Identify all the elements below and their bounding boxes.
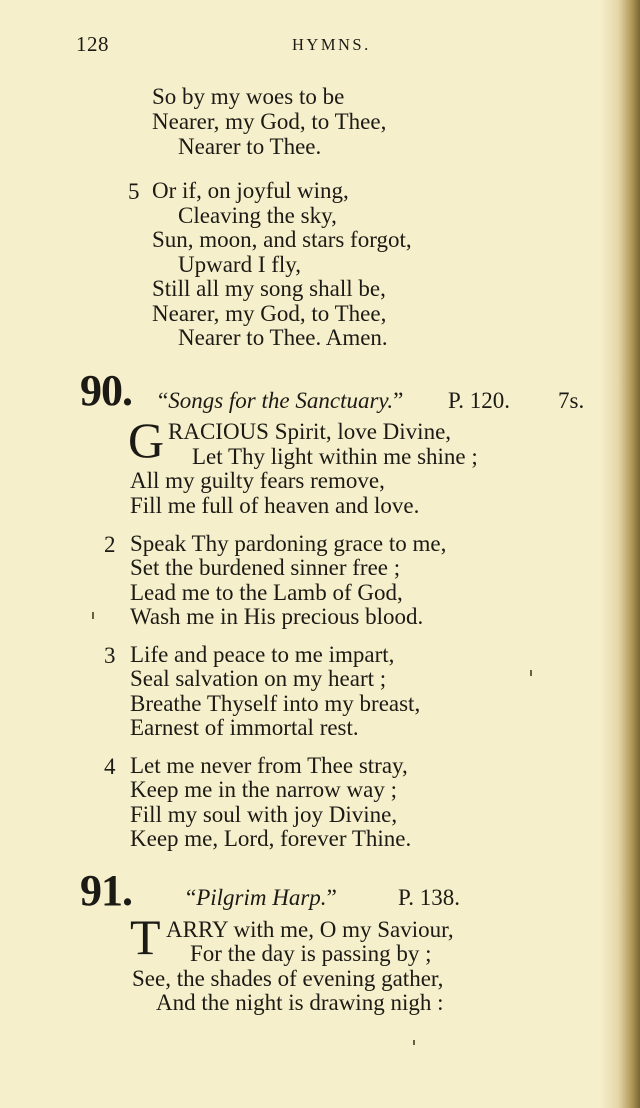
verse-line: Or if, on joyful wing, (152, 178, 349, 203)
verse-line: Earnest of immortal rest. (130, 715, 359, 740)
verse-line: Seal salvation on my heart ; (130, 666, 387, 691)
page-edge-shadow (600, 0, 640, 1108)
verse-line: So by my woes to be (152, 84, 345, 109)
page-reference: P. 138. (398, 885, 460, 910)
hymn-source: “Pilgrim Harp.” (186, 885, 337, 910)
verse-line: Let Thy light within me shine ; (192, 444, 478, 469)
verse-line: RACIOUS Spirit, love Divine, (168, 419, 452, 444)
verse-line: Set the burdened sinner free ; (130, 555, 401, 580)
verse-line: Nearer, my God, to Thee, (152, 109, 387, 134)
running-head: HYMNS. (292, 35, 371, 54)
page-header (0, 30, 640, 60)
verse-line: Still all my song shall be, (152, 276, 386, 301)
source-title: Pilgrim Harp. (196, 885, 327, 910)
source-title: Songs for the Sanctuary. (168, 388, 394, 413)
drop-cap: T (130, 909, 161, 965)
page-number: 128 (76, 32, 109, 56)
verse-number: 4 (104, 754, 116, 779)
verse-line: Let me never from Thee stray, (130, 753, 408, 778)
meter: 7s. (558, 388, 585, 413)
verse-line: See, the shades of evening gather, (132, 966, 444, 991)
verse-line: ARRY with me, O my Saviour, (166, 917, 454, 942)
verse-line: Keep me in the narrow way ; (130, 777, 397, 802)
verse-line: Wash me in His precious blood. (130, 604, 424, 629)
verse-line: Nearer to Thee. Amen. (178, 325, 388, 350)
verse-number: 2 (104, 532, 116, 557)
verse-line: And the night is drawing nigh : (156, 990, 444, 1015)
ink-speck (530, 670, 532, 676)
verse-line: Upward I fly, (178, 252, 302, 277)
drop-cap: G (128, 412, 165, 468)
verse-line: Lead me to the Lamb of God, (130, 580, 403, 605)
verse-line: Fill me full of heaven and love. (130, 493, 420, 518)
verse-number: 3 (104, 643, 116, 668)
verse-line: Nearer, my God, to Thee, (152, 301, 387, 326)
verse-number: 5 (128, 179, 140, 204)
hymn-source: “Songs for the Sanctuary.” (158, 388, 404, 413)
verse-line: Nearer to Thee. (178, 134, 322, 159)
verse-line: Sun, moon, and stars forgot, (152, 227, 412, 252)
verse-line: For the day is passing by ; (190, 941, 432, 966)
verse-line: Cleaving the sky, (178, 203, 337, 228)
verse-line: Life and peace to me impart, (130, 642, 395, 667)
verse-line: All my guilty fears remove, (130, 468, 385, 493)
verse-line: Fill my soul with joy Divine, (130, 802, 398, 827)
verse-line: Speak Thy pardoning grace to me, (130, 531, 447, 556)
ink-speck (413, 1040, 415, 1045)
verse-line: Breathe Thyself into my breast, (130, 691, 421, 716)
hymn-number: 91. (80, 866, 132, 915)
hymn-number: 90. (80, 366, 132, 415)
page-reference: P. 120. (448, 388, 510, 413)
verse-line: Keep me, Lord, forever Thine. (130, 826, 412, 851)
ink-speck (92, 612, 94, 619)
